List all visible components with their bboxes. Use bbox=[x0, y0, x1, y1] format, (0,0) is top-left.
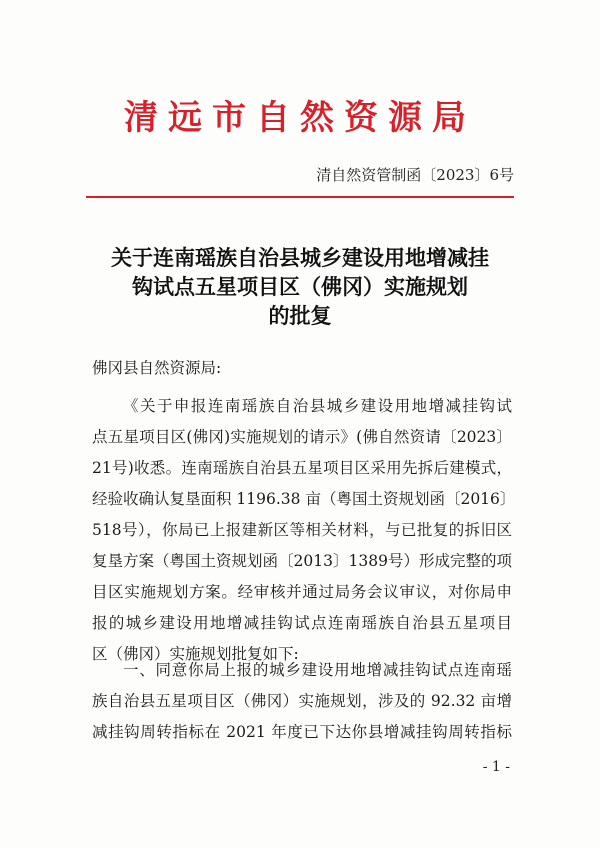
addressee: 佛冈县自然资源局: bbox=[92, 359, 222, 377]
header-divider-line bbox=[86, 196, 514, 198]
paragraph-line: 518号），你局已上报建新区等相关材料，与已批复的拆旧区 bbox=[92, 521, 512, 539]
paragraph-line: 族自治县五星项目区（佛冈）实施规划，涉及的 92.32 亩增 bbox=[92, 692, 512, 710]
page-number: - 1 - bbox=[482, 759, 510, 775]
paragraph-line: 一、同意你局上报的城乡建设用地增减挂钩试点连南瑶 bbox=[123, 661, 512, 679]
title-line: 的批复 bbox=[268, 303, 332, 328]
paragraph-line: 《关于申报连南瑶族自治县城乡建设用地增减挂钩试 bbox=[123, 397, 512, 415]
document-title bbox=[96, 243, 504, 330]
body-paragraph-2 bbox=[92, 655, 512, 748]
body-paragraph-1 bbox=[92, 391, 516, 670]
title-line: 钩试点五星项目区（佛冈）实施规划 bbox=[132, 274, 468, 299]
paragraph-line: 点五星项目区(佛冈)实施规划的请示》(佛自然资请〔2023〕 bbox=[92, 428, 512, 446]
paragraph-line: 区（佛冈）实施规划批复如下: bbox=[92, 645, 299, 663]
title-line: 关于连南瑶族自治县城乡建设用地增减挂 bbox=[111, 245, 489, 270]
paragraph-line: 目区实施规划方案。经审核并通过局务会议审议，对你局申 bbox=[92, 583, 512, 601]
issuing-authority-header: 清远市自然资源局 bbox=[124, 98, 476, 138]
paragraph-line: 减挂钩周转指标在 2021 年度已下达你县增减挂钩周转指标 bbox=[92, 723, 512, 741]
document-number: 清自然资管制函〔2023〕6号 bbox=[316, 166, 514, 184]
paragraph-line: 21号)收悉。连南瑶族自治县五星项目区采用先拆后建模式， bbox=[92, 459, 512, 477]
paragraph-line: 报的城乡建设用地增减挂钩试点连南瑶族自治县五星项目 bbox=[92, 614, 512, 632]
paragraph-line: 经验收确认复垦面积 1196.38 亩（粤国土资规划函〔2016〕 bbox=[92, 490, 516, 508]
paragraph-line: 复垦方案（粤国土资规划函〔2013〕1389号）形成完整的项 bbox=[92, 552, 512, 570]
